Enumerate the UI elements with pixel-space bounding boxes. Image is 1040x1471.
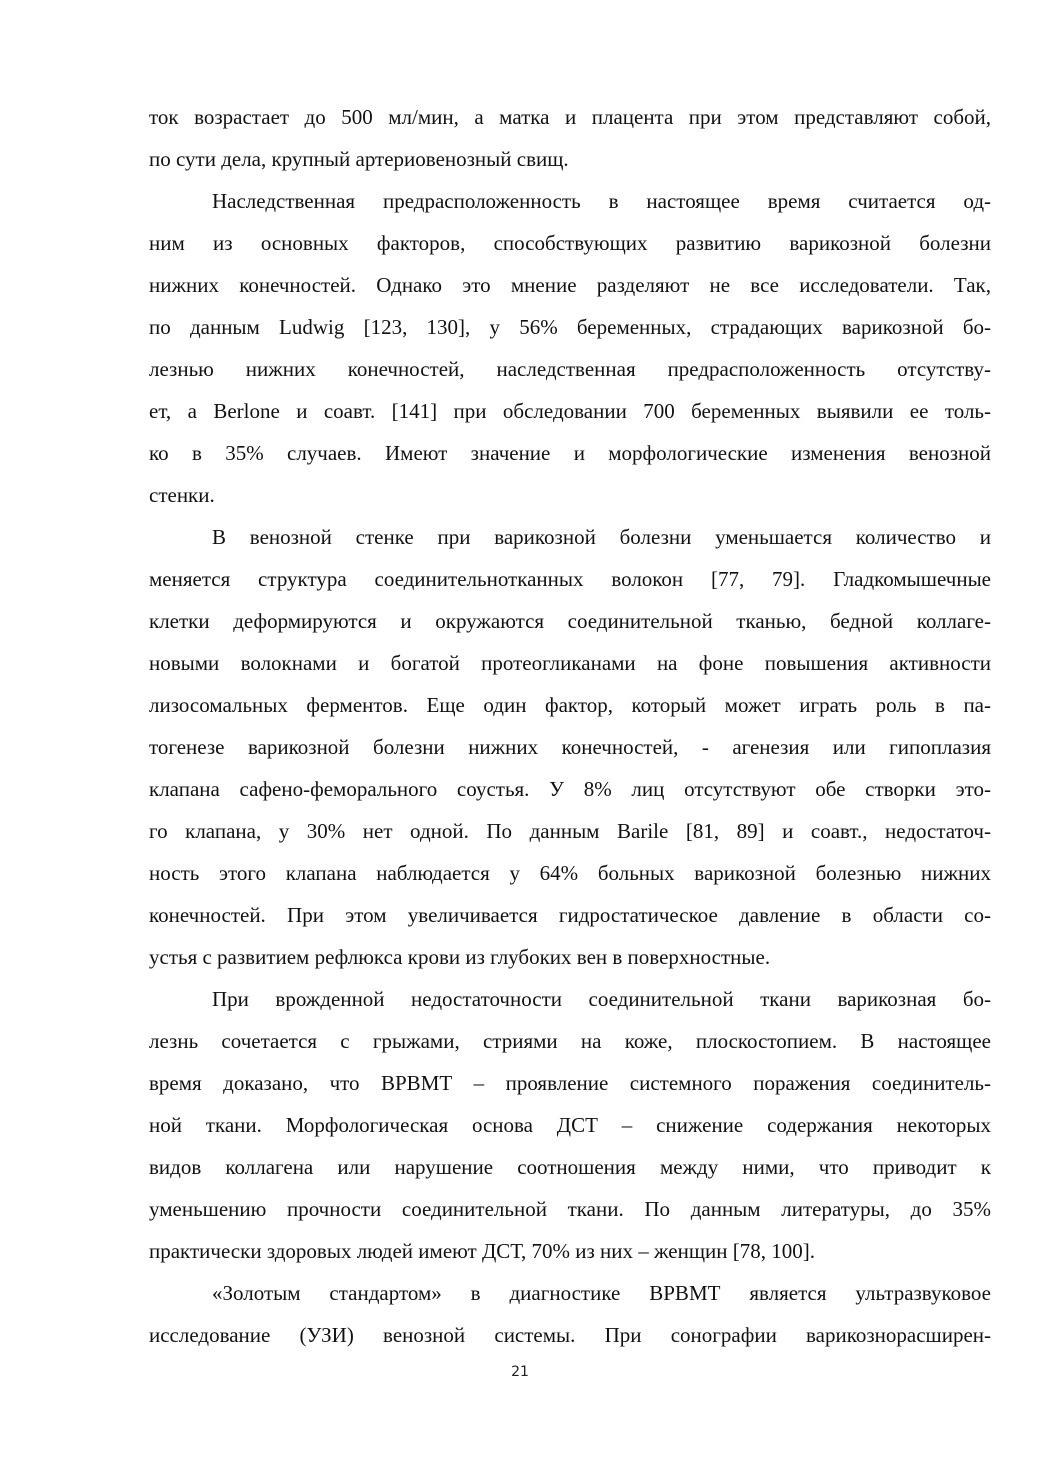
text-line: ток возрастает до 500 мл/мин, а матка и плацента при этом представляют собой, — [149, 105, 991, 129]
text-line: лизосомальных ферментов. Еще один фактор, который может играть роль в па- — [149, 693, 991, 717]
text-line: При врожденной недостаточности соединительной ткани варикозная бо- — [212, 987, 991, 1011]
text-line: по сути дела, крупный артериовенозный свищ. — [149, 147, 569, 171]
text-line: «Золотым стандартом» в диагностике ВРВМТ является ультразвуковое — [212, 1281, 991, 1305]
page-number: 21 — [511, 1364, 529, 1380]
text-line: ной ткани. Морфологическая основа ДСТ – снижение содержания некоторых — [149, 1113, 991, 1137]
text-line: лезнь сочетается с грыжами, стриями на коже, плоскостопием. В настоящее — [149, 1029, 991, 1053]
text-line: конечностей. При этом увеличивается гидростатическое давление в области со- — [149, 903, 991, 927]
text-line: исследование (УЗИ) венозной системы. При сонографии варикознорасширен- — [149, 1323, 991, 1347]
text-line: тогенезе варикозной болезни нижних конечностей, - агенезия или гипоплазия — [149, 735, 991, 759]
text-line: меняется структура соединительнотканных волокон [77, 79]. Гладкомышечные — [149, 567, 991, 591]
body-text — [149, 96, 991, 1356]
text-line: стенки. — [149, 483, 215, 507]
text-line: ко в 35% случаев. Имеют значение и морфологические изменения венозной — [149, 441, 991, 465]
text-line: время доказано, что ВРВМТ – проявление системного поражения соединитель- — [149, 1071, 991, 1095]
text-line: ним из основных факторов, способствующих развитию варикозной болезни — [149, 231, 991, 255]
text-line: ность этого клапана наблюдается у 64% больных варикозной болезнью нижних — [149, 861, 991, 885]
text-line: нижних конечностей. Однако это мнение разделяют не все исследователи. Так, — [149, 273, 991, 297]
text-line: устья с развитием рефлюкса крови из глубоких вен в поверхностные. — [149, 945, 771, 969]
text-line: уменьшению прочности соединительной ткани. По данным литературы, до 35% — [149, 1197, 991, 1221]
text-line: го клапана, у 30% нет одной. По данным Barile [81, 89] и соавт., недостаточ- — [149, 819, 991, 843]
text-line: клетки деформируются и окружаются соединительной тканью, бедной коллаге- — [149, 609, 991, 633]
text-line: ет, а Berlone и соавт. [141] при обследовании 700 беременных выявили ее толь- — [149, 399, 991, 423]
text-line: клапана сафено-феморального соустья. У 8% лиц отсутствуют обе створки это- — [149, 777, 991, 801]
text-line: В венозной стенке при варикозной болезни уменьшается количество и — [212, 525, 991, 549]
text-line: видов коллагена или нарушение соотношения между ними, что приводит к — [149, 1155, 991, 1179]
text-line: Наследственная предрасположенность в настоящее время считается од- — [212, 189, 991, 213]
text-line: практически здоровых людей имеют ДСТ, 70% из них – женщин [78, 100]. — [149, 1239, 815, 1263]
text-line: лезнью нижних конечностей, наследственная предрасположенность отсутству- — [149, 357, 991, 381]
text-line: новыми волокнами и богатой протеогликанами на фоне повышения активности — [149, 651, 991, 675]
text-line: по данным Ludwig [123, 130], у 56% беременных, страдающих варикозной бо- — [149, 315, 991, 339]
